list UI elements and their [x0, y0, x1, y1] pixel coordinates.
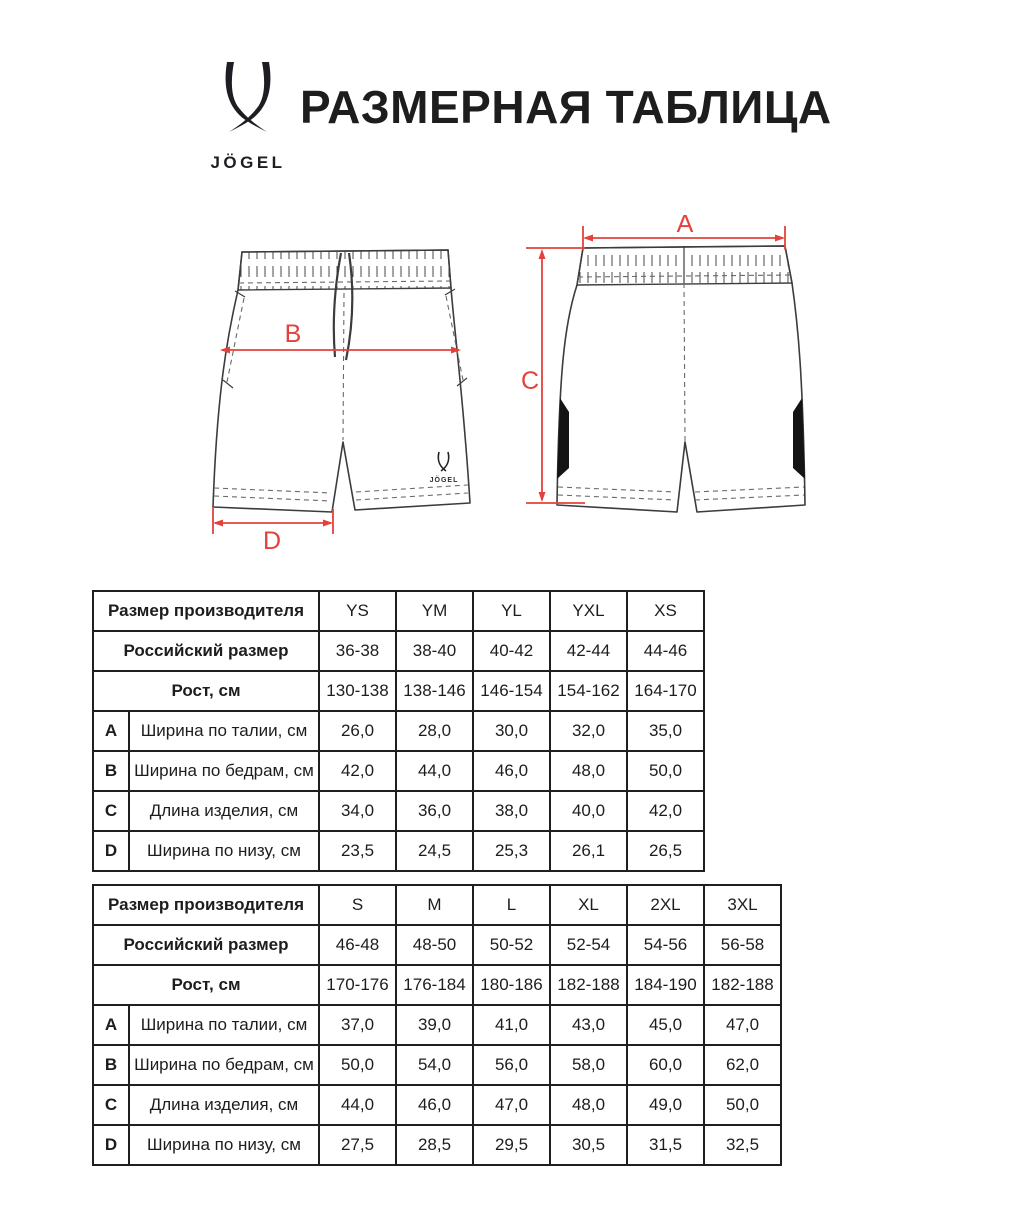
waistband-front [238, 250, 451, 290]
row-letter-cell: A [93, 1005, 129, 1045]
measure-label-cell: Ширина по талии, см [129, 1005, 319, 1045]
header-value-cell: 184-190 [627, 965, 704, 1005]
header-value-cell: 154-162 [550, 671, 627, 711]
header-value-cell: 182-188 [550, 965, 627, 1005]
measure-label-cell: Длина изделия, см [129, 791, 319, 831]
shorts-back-diagram [512, 215, 842, 520]
dimension-label-a: A [676, 215, 694, 238]
measure-label-cell: Длина изделия, см [129, 1085, 319, 1125]
measure-value-cell: 25,3 [473, 831, 550, 871]
table-row [93, 1005, 781, 1045]
header-label-cell: Российский размер [93, 925, 319, 965]
header-value-cell: S [319, 885, 396, 925]
row-letter-cell: D [93, 1125, 129, 1165]
table-row [93, 831, 704, 871]
dimension-label-c: C [520, 367, 540, 395]
measure-label-cell: Ширина по низу, см [129, 831, 319, 871]
brand-logo [196, 56, 300, 174]
row-letter-cell: C [93, 791, 129, 831]
measure-value-cell: 34,0 [319, 791, 396, 831]
table-header-row [93, 885, 781, 925]
measure-value-cell: 29,5 [473, 1125, 550, 1165]
measure-value-cell: 50,0 [319, 1045, 396, 1085]
header-value-cell: 182-188 [704, 965, 781, 1005]
measure-value-cell: 50,0 [627, 751, 704, 791]
header-value-cell: XL [550, 885, 627, 925]
measure-value-cell: 27,5 [319, 1125, 396, 1165]
table-row [93, 1085, 781, 1125]
measure-value-cell: 48,0 [550, 1085, 627, 1125]
measure-label-cell: Ширина по низу, см [129, 1125, 319, 1165]
measure-value-cell: 26,0 [319, 711, 396, 751]
header-value-cell: YS [319, 591, 396, 631]
measure-value-cell: 30,5 [550, 1125, 627, 1165]
measure-label-cell: Ширина по бедрам, см [129, 1045, 319, 1085]
measure-value-cell: 60,0 [627, 1045, 704, 1085]
header-value-cell: 50-52 [473, 925, 550, 965]
brand-wordmark: JÖGEL [210, 153, 286, 172]
measure-value-cell: 42,0 [319, 751, 396, 791]
table-header-row [93, 965, 781, 1005]
measure-value-cell: 46,0 [396, 1085, 473, 1125]
measure-value-cell: 24,5 [396, 831, 473, 871]
header-value-cell: 40-42 [473, 631, 550, 671]
dimension-arrow-d [213, 507, 333, 553]
measure-value-cell: 39,0 [396, 1005, 473, 1045]
measure-value-cell: 43,0 [550, 1005, 627, 1045]
header-value-cell: 3XL [704, 885, 781, 925]
table-header-row [93, 925, 781, 965]
measure-value-cell: 44,0 [319, 1085, 396, 1125]
header-value-cell: 2XL [627, 885, 704, 925]
page-title: РАЗМЕРНАЯ ТАБЛИЦА [300, 81, 832, 133]
table-row [93, 711, 704, 751]
header-value-cell: YM [396, 591, 473, 631]
measure-value-cell: 58,0 [550, 1045, 627, 1085]
table-header-row [93, 631, 704, 671]
measure-value-cell: 31,5 [627, 1125, 704, 1165]
measure-value-cell: 26,1 [550, 831, 627, 871]
header-value-cell: M [396, 885, 473, 925]
header-value-cell: 56-58 [704, 925, 781, 965]
measure-value-cell: 37,0 [319, 1005, 396, 1045]
header-value-cell: 130-138 [319, 671, 396, 711]
header-value-cell: 176-184 [396, 965, 473, 1005]
shorts-back-outline [557, 246, 805, 512]
table-header-row [93, 591, 704, 631]
shorts-front-diagram [205, 243, 485, 553]
measure-value-cell: 56,0 [473, 1045, 550, 1085]
header-value-cell: 146-154 [473, 671, 550, 711]
header-label-cell: Российский размер [93, 631, 319, 671]
measure-value-cell: 48,0 [550, 751, 627, 791]
brand-glyph-icon [226, 62, 271, 132]
measure-value-cell: 35,0 [627, 711, 704, 751]
size-table-adult [92, 884, 782, 1166]
measure-value-cell: 32,5 [704, 1125, 781, 1165]
measure-value-cell: 28,0 [396, 711, 473, 751]
size-table-youth [92, 590, 705, 872]
header-value-cell: 52-54 [550, 925, 627, 965]
measure-value-cell: 45,0 [627, 1005, 704, 1045]
header-label-cell: Рост, см [93, 965, 319, 1005]
row-letter-cell: A [93, 711, 129, 751]
measure-value-cell: 32,0 [550, 711, 627, 751]
header-value-cell: 180-186 [473, 965, 550, 1005]
row-letter-cell: B [93, 751, 129, 791]
row-letter-cell: B [93, 1045, 129, 1085]
header-label-cell: Размер производителя [93, 885, 319, 925]
row-letter-cell: C [93, 1085, 129, 1125]
header-value-cell: 36-38 [319, 631, 396, 671]
measure-value-cell: 44,0 [396, 751, 473, 791]
dimension-label-d: D [262, 527, 282, 553]
dimension-label-b: B [284, 320, 302, 348]
table-row [93, 791, 704, 831]
measure-value-cell: 62,0 [704, 1045, 781, 1085]
row-letter-cell: D [93, 831, 129, 871]
table-row [93, 1045, 781, 1085]
header-value-cell: YXL [550, 591, 627, 631]
measure-value-cell: 36,0 [396, 791, 473, 831]
measure-value-cell: 26,5 [627, 831, 704, 871]
side-panel-left [557, 398, 569, 479]
measure-value-cell: 38,0 [473, 791, 550, 831]
header-value-cell: XS [627, 591, 704, 631]
header-value-cell: 54-56 [627, 925, 704, 965]
measure-value-cell: 30,0 [473, 711, 550, 751]
waistband-back [577, 246, 792, 285]
header-value-cell: L [473, 885, 550, 925]
table-row [93, 751, 704, 791]
table-row [93, 1125, 781, 1165]
measure-value-cell: 41,0 [473, 1005, 550, 1045]
dimension-arrow-a [583, 215, 785, 250]
measure-value-cell: 49,0 [627, 1085, 704, 1125]
header-value-cell: 42-44 [550, 631, 627, 671]
measure-value-cell: 40,0 [550, 791, 627, 831]
mini-brand-wordmark: JÖGEL [429, 477, 459, 484]
measure-value-cell: 28,5 [396, 1125, 473, 1165]
header-value-cell: 48-50 [396, 925, 473, 965]
header-value-cell: 138-146 [396, 671, 473, 711]
header-value-cell: 46-48 [319, 925, 396, 965]
measure-value-cell: 47,0 [473, 1085, 550, 1125]
header-value-cell: 164-170 [627, 671, 704, 711]
measure-value-cell: 50,0 [704, 1085, 781, 1125]
header-label-cell: Рост, см [93, 671, 319, 711]
measure-value-cell: 42,0 [627, 791, 704, 831]
header-value-cell: 44-46 [627, 631, 704, 671]
header-value-cell: 170-176 [319, 965, 396, 1005]
header-value-cell: 38-40 [396, 631, 473, 671]
measure-value-cell: 46,0 [473, 751, 550, 791]
table-header-row [93, 671, 704, 711]
header-label-cell: Размер производителя [93, 591, 319, 631]
measure-label-cell: Ширина по бедрам, см [129, 751, 319, 791]
header-value-cell: YL [473, 591, 550, 631]
measure-value-cell: 47,0 [704, 1005, 781, 1045]
measure-value-cell: 54,0 [396, 1045, 473, 1085]
measure-value-cell: 23,5 [319, 831, 396, 871]
measure-label-cell: Ширина по талии, см [129, 711, 319, 751]
